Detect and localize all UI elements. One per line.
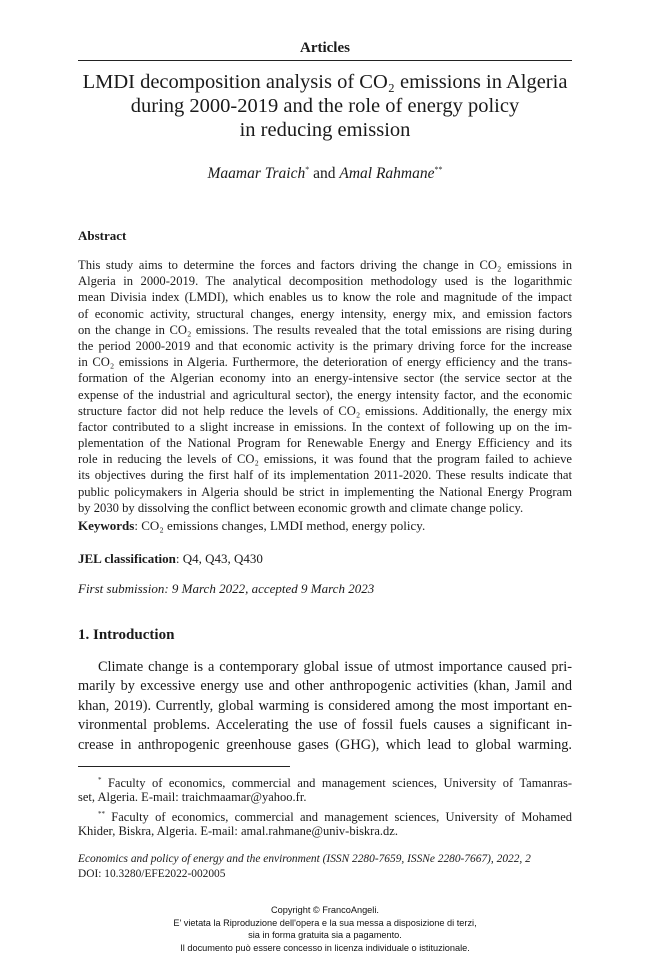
introduction-body	[78, 658, 572, 755]
intro-line: Climate change is a contemporary global issue of utmost importance caused pri-	[98, 659, 572, 675]
section-label: Articles	[300, 40, 350, 56]
abstract-line: role in reducing the levels of CO₂ emissions, it was found that the program failed to achieve	[78, 452, 572, 467]
intro-line: vironmental problems. Accelerating the use of fossil fuels causes a significant in-	[78, 717, 572, 734]
jel-value: : Q4, Q43, Q430	[175, 551, 263, 566]
journal-citation: Economics and policy of energy and the environment (ISSN 2280-7659, ISSNe 2280-7667), 2022, 2	[78, 853, 531, 865]
author-name: Amal Rahmane	[339, 165, 435, 182]
title-line: during 2000-2019 and the role of energy policy	[130, 95, 520, 117]
author-footnote-mark: *	[305, 165, 310, 174]
author-conjunction: and	[313, 165, 336, 182]
abstract-body	[78, 257, 572, 516]
abstract-line: plementation of the National Program for Renewable Energy and Energy Efficiency and its	[78, 436, 572, 451]
doi-link[interactable]: DOI: 10.3280/EFE2022-002005	[78, 868, 226, 880]
abstract-line: mean Divisia index (LMDI), which enables us to know the role and magnitude of the impact	[78, 290, 572, 305]
keywords-value: : CO₂ emissions changes, LMDI method, energy policy.	[134, 518, 426, 533]
footnote-divider	[78, 766, 290, 767]
abstract-line: factor contributed to a slight increase in emissions. In the context of following up on the im-	[78, 419, 572, 434]
footnote-mark: **	[98, 810, 105, 818]
author-footnote-mark: **	[434, 165, 443, 174]
intro-line: khan, 2019). Currently, global warming is considered among the most important en-	[78, 697, 572, 714]
copyright-line: sia in forma gratuita sia a pagamento.	[248, 930, 402, 941]
copyright-line: Il documento può essere concesso in licenza individuale o istituzionale.	[180, 942, 470, 953]
footnote-line: set, Algeria. E-mail: traichmaamar@yahoo.fr.	[78, 790, 307, 804]
article-title	[70, 70, 580, 142]
jel-label: JEL classification	[78, 551, 176, 566]
intro-line: marily by excessive energy use and other anthropogenic activities (khan, Jamil and	[78, 678, 572, 695]
copyright-line: E' vietata la Riproduzione dell'opera e la sua messa a disposizione di terzi,	[173, 917, 477, 928]
footnote-line	[78, 772, 572, 789]
abstract-line: of economic activity, structural changes, energy intensity, energy mix, and emission factors	[78, 306, 572, 321]
author-list	[0, 165, 650, 183]
abstract-line: on the change in CO₂ emissions. The results revealed that the total emissions are rising during	[78, 322, 572, 337]
abstract-line: expense of the industrial and agricultural sector), the energy intensity factor, and the economic	[78, 387, 572, 402]
footnote-text: Faculty of economics, commercial and management sciences, University of Tamanras-	[107, 776, 572, 790]
footnote-line: Khider, Biskra, Algeria. E-mail: amal.rahmane@univ-biskra.dz.	[78, 824, 398, 838]
footnote-text: Faculty of economics, commercial and management sciences, University of Mohamed	[111, 810, 572, 824]
jel-classification	[78, 551, 572, 567]
keywords-label: Keywords	[78, 518, 135, 533]
abstract-line: in CO₂ emissions in Algeria. Furthermore, the deterioration of energy efficiency and the trans-	[78, 355, 572, 370]
abstract-heading: Abstract	[78, 228, 127, 243]
submission-dates: First submission: 9 March 2022, accepted 9 March 2023	[78, 581, 375, 596]
footnotes	[78, 772, 572, 840]
abstract-line: structure factor did not help reduce the levels of CO₂ emissions. Additionally, the energy mix	[78, 403, 572, 418]
abstract-line: its objectives during the first half of its implementation 2011-2020. These results indicate that	[78, 468, 572, 483]
copyright-notice	[0, 904, 650, 954]
journal-info	[78, 852, 572, 882]
keywords	[78, 518, 572, 534]
footnote-line	[78, 806, 572, 823]
copyright-line: Copyright © FrancoAngeli.	[271, 905, 379, 915]
abstract-line: Algeria in 2000-2019. The analytical decomposition methodology used is the logarithmic	[78, 274, 572, 289]
intro-line: crease in anthropogenic greenhouse gases (GHG), which lead to global warming.	[78, 736, 572, 753]
abstract-line: public policymakers in Algeria should be strict in implementing the National Energy Program	[78, 484, 572, 499]
author-name: Maamar Traich	[207, 165, 306, 182]
abstract-line: formation of the Algerian economy into an energy-intensive sector (the service sector at the	[78, 371, 572, 386]
introduction-heading: 1. Introduction	[78, 627, 175, 643]
footnote-mark: *	[98, 776, 102, 784]
abstract-line: This study aims to determine the forces and factors driving the change in CO₂ emissions in	[78, 258, 572, 272]
header-divider	[78, 60, 572, 61]
abstract-line: by 2030 by dissolving the conflict between economic growth and climate change policy.	[78, 500, 524, 515]
title-line: in reducing emission	[239, 119, 411, 141]
title-line: LMDI decomposition analysis of CO₂ emissions in Algeria	[82, 71, 568, 93]
abstract-line: the period 2000-2019 and that economic activity is the primary driving force for the increase	[78, 338, 572, 353]
